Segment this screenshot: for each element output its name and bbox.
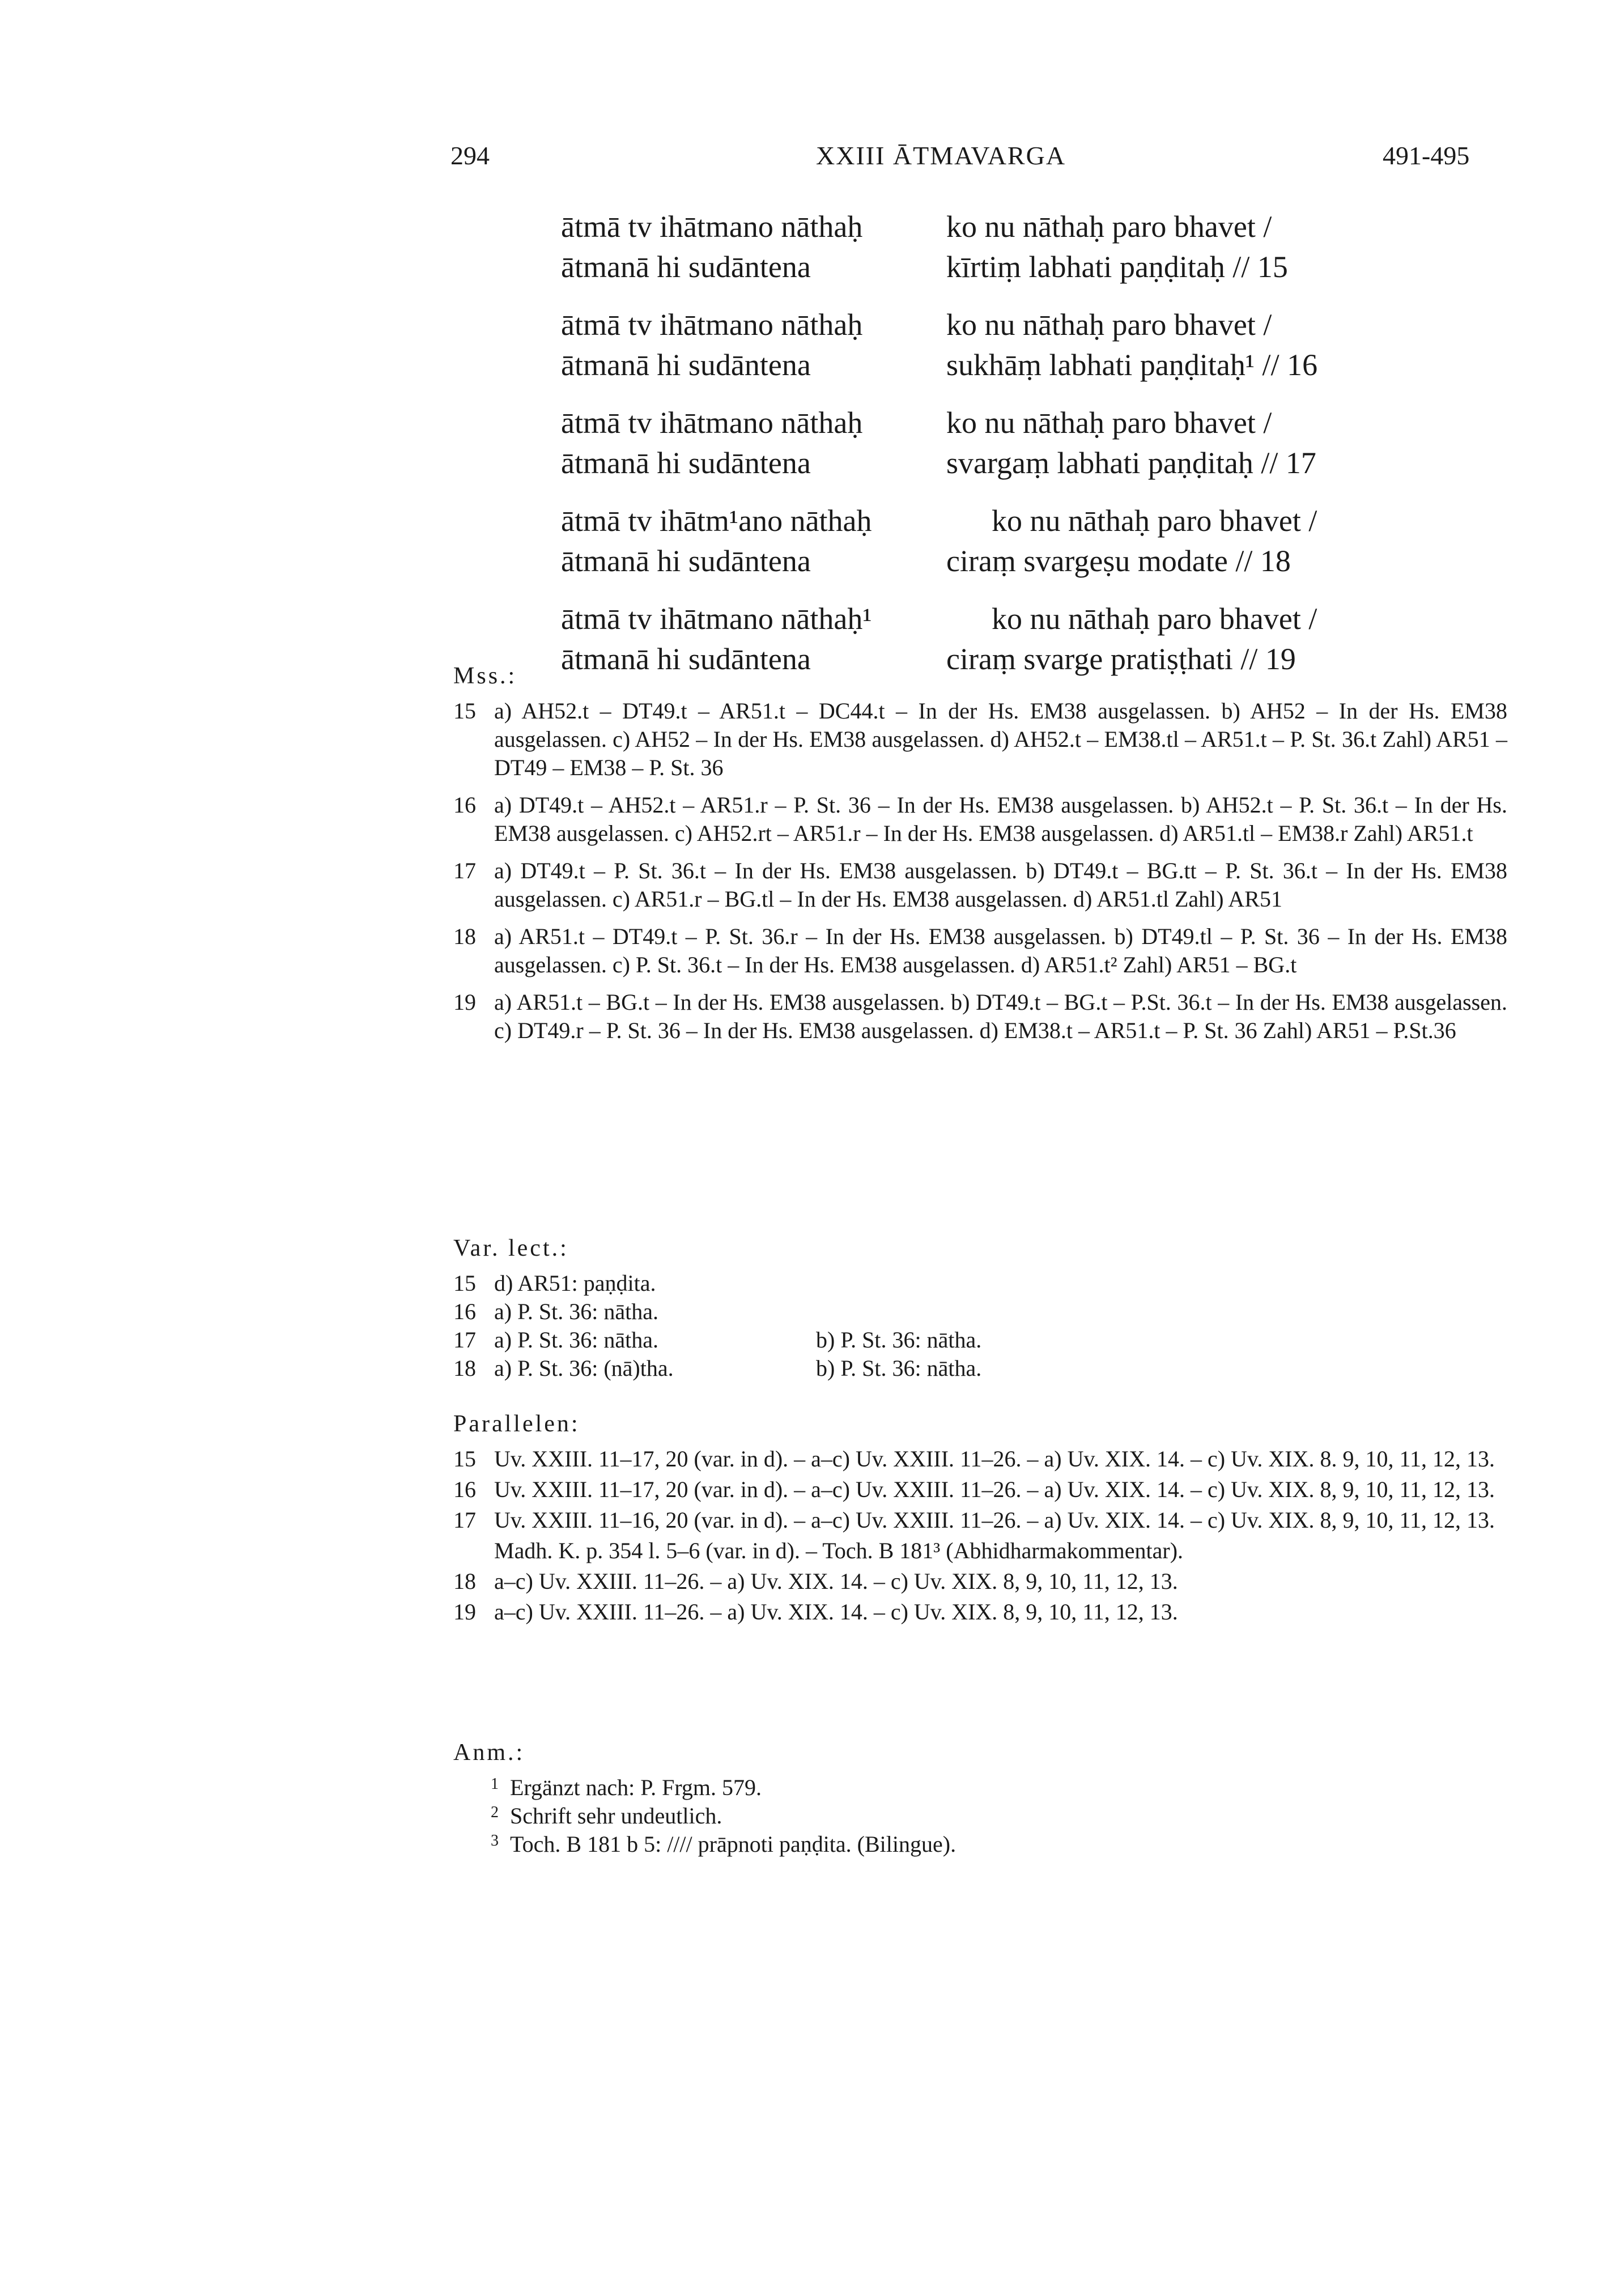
entry-text: Madh. K. p. 354 l. 5–6 (var. in d). – Toch. B 181³ (Abhidharmakommentar). <box>494 1538 1184 1563</box>
parallel-entry <box>453 1445 1507 1473</box>
parallel-entry <box>453 1506 1507 1534</box>
verse-line: svargaṃ labhati paṇḍitaḥ // 17 <box>946 446 1316 480</box>
entry-text: a) AR51.t – BG.t – In der Hs. EM38 ausgelassen. b) DT49.t – BG.t – P.St. 36.t – In der Hs. EM38 ausgelassen. c) DT49.r – P. St. 36 – In der Hs. EM38 ausgelassen. d) EM38.t – AR51.t – P. St. 36 Zahl) AR51 – P.St.36 <box>494 989 1507 1043</box>
verse-line: ātmanā hi sudāntena <box>561 446 811 480</box>
verse-line: sukhāṃ labhati paṇḍitaḥ¹ // 16 <box>946 348 1318 382</box>
entry-number: 15 <box>453 1270 476 1296</box>
mss-entry <box>453 857 1507 913</box>
var-lect-row <box>453 1298 1507 1326</box>
verse-line: ko nu nāthaḥ paro bhavet / <box>992 504 1317 538</box>
anm-heading: Anm.: <box>453 1740 525 1766</box>
verse-line: ātmā tv ihātm¹ano nāthaḥ <box>561 504 872 538</box>
entry-number: 16 <box>453 1477 476 1502</box>
entry-text: a) AR51.t – DT49.t – P. St. 36.r – In der Hs. EM38 ausgelassen. b) DT49.tl – P. St. 36 – In der Hs. EM38 ausgelassen. c) P. St. 36.t – In der Hs. EM38 ausgelassen. d) AR51.t² Zahl) AR51 – BG.t <box>494 924 1507 977</box>
entry-number: 17 <box>453 1327 476 1353</box>
footnote-text: Toch. B 181 b 5: //// prāpnoti paṇḍita. (Bilingue). <box>510 1831 956 1857</box>
verse-line: ātmā tv ihātmano nāthaḥ <box>561 308 863 342</box>
footnote-text: Schrift sehr undeutlich. <box>510 1803 722 1829</box>
entry-number: 15 <box>453 698 476 724</box>
verse-line: ciraṃ svargeṣu modate // 18 <box>946 544 1291 578</box>
entry-text: a) DT49.t – P. St. 36.t – In der Hs. EM38 ausgelassen. b) DT49.t – BG.tt – P. St. 36.t – In der Hs. EM38 ausgelassen. c) AR51.r – BG.tl – In der Hs. EM38 ausgelassen. d) AR51.tl Zahl) AR51 <box>494 858 1507 912</box>
verse-line: ātmanā hi sudāntena <box>561 348 811 382</box>
entry-text: Uv. XXIII. 11–17, 20 (var. in d). – a–c) Uv. XXIII. 11–26. – a) Uv. XIX. 14. – c) Uv. XIX. 8, 9, 10, 11, 12, 13. <box>494 1477 1495 1502</box>
verse-line: ātmanā hi sudāntena <box>561 544 811 578</box>
reading-a: a) P. St. 36: nātha. <box>494 1327 658 1353</box>
footnote <box>453 1830 1507 1859</box>
verse-line: ko nu nāthaḥ paro bhavet / <box>946 406 1272 440</box>
var-lect-row <box>453 1269 1507 1298</box>
verse-line: ātmā tv ihātmano nāthaḥ <box>561 406 863 440</box>
footnote-marker: 1 <box>491 1775 499 1793</box>
entry-number: 16 <box>453 1299 476 1324</box>
var-lect-section <box>453 1234 1507 1383</box>
footnote-marker: 3 <box>491 1832 499 1849</box>
footnote-text: Ergänzt nach: P. Frgm. 579. <box>510 1775 762 1800</box>
reading-a: a) P. St. 36: (nā)tha. <box>494 1355 674 1381</box>
entry-number: 16 <box>453 792 476 818</box>
var-lect-row <box>453 1326 1507 1354</box>
entry-number: 18 <box>453 1568 476 1594</box>
verse-line: ko nu nāthaḥ paro bhavet / <box>946 308 1272 342</box>
entry-number: 17 <box>453 858 476 883</box>
entry-text: a) DT49.t – AH52.t – AR51.r – P. St. 36 – In der Hs. EM38 ausgelassen. b) AH52.t – P. St. 36.t – In der Hs. EM38 ausgelassen. c) AH52.rt – AR51.r – In der Hs. EM38 ausgelassen. d) AR51.tl – EM38.r Zahl) AR51.t <box>494 792 1507 846</box>
entry-number: 19 <box>453 989 476 1015</box>
parallel-entry <box>453 1537 1507 1565</box>
entry-text: Uv. XXIII. 11–16, 20 (var. in d). – a–c) Uv. XXIII. 11–26. – a) Uv. XIX. 14. – c) Uv. XIX. 8, 9, 10, 11, 12, 13. <box>494 1507 1495 1533</box>
reading-b: b) P. St. 36: nātha. <box>816 1355 982 1381</box>
verse-line: ko nu nāthaḥ paro bhavet / <box>992 602 1317 636</box>
mss-heading: Mss.: <box>453 663 517 689</box>
footnote <box>453 1802 1507 1830</box>
entry-number: 18 <box>453 924 476 949</box>
verse-line: ātmā tv ihātmano nāthaḥ <box>561 210 863 244</box>
verse-range: 491-495 <box>1383 141 1470 170</box>
var-lect-heading: Var. lect.: <box>453 1235 569 1261</box>
entry-text: a–c) Uv. XXIII. 11–26. – a) Uv. XIX. 14. – c) Uv. XIX. 8, 9, 10, 11, 12, 13. <box>494 1568 1178 1594</box>
entry-number: 18 <box>453 1355 476 1381</box>
verse-line: ātmanā hi sudāntena <box>561 642 811 676</box>
entry-text: a–c) Uv. XXIII. 11–26. – a) Uv. XIX. 14. – c) Uv. XIX. 8, 9, 10, 11, 12, 13. <box>494 1599 1178 1625</box>
entry-text: Uv. XXIII. 11–17, 20 (var. in d). – a–c) Uv. XXIII. 11–26. – a) Uv. XIX. 14. – c) Uv. XIX. 8. 9, 10, 11, 12, 13. <box>494 1446 1495 1472</box>
entry-text: a) AH52.t – DT49.t – AR51.t – DC44.t – In der Hs. EM38 ausgelassen. b) AH52 – In der Hs. EM38 ausgelassen. c) AH52 – In der Hs. EM38 ausgelassen. d) AH52.t – EM38.tl – AR51.t – P. St. 36.t Zahl) AR51 – DT49 – EM38 – P. St. 36 <box>494 698 1507 780</box>
entry-number: 17 <box>453 1507 476 1533</box>
parallel-entry <box>453 1567 1507 1596</box>
reading-a: d) AR51: paṇḍita. <box>494 1270 656 1296</box>
mss-entry <box>453 988 1507 1045</box>
parallelen-section <box>453 1410 1507 1629</box>
verse-line: kīrtiṃ labhati paṇḍitaḥ // 15 <box>946 250 1288 284</box>
mss-entry <box>453 697 1507 782</box>
entry-number: 19 <box>453 1599 476 1625</box>
reading-a: a) P. St. 36: nātha. <box>494 1299 658 1324</box>
verse-line: ātmā tv ihātmano nāthaḥ¹ <box>561 602 872 636</box>
parallel-entry <box>453 1598 1507 1626</box>
footnote <box>453 1774 1507 1802</box>
footnote-marker: 2 <box>491 1804 499 1821</box>
mss-entry <box>453 791 1507 848</box>
verse-line: ātmanā hi sudāntena <box>561 250 811 284</box>
parallelen-heading: Parallelen: <box>453 1411 580 1437</box>
entry-number: 15 <box>453 1446 476 1472</box>
anm-section <box>453 1738 1507 1859</box>
chapter-title: XXIII ĀTMAVARGA <box>816 141 1066 170</box>
mss-entry <box>453 922 1507 979</box>
reading-b: b) P. St. 36: nātha. <box>816 1327 982 1353</box>
page-number: 294 <box>450 141 490 170</box>
var-lect-row <box>453 1354 1507 1383</box>
mss-section <box>453 662 1507 1054</box>
verse-line: ciraṃ svarge pratiṣṭhati // 19 <box>946 642 1296 676</box>
verse-line: ko nu nāthaḥ paro bhavet / <box>946 210 1272 244</box>
parallel-entry <box>453 1476 1507 1504</box>
